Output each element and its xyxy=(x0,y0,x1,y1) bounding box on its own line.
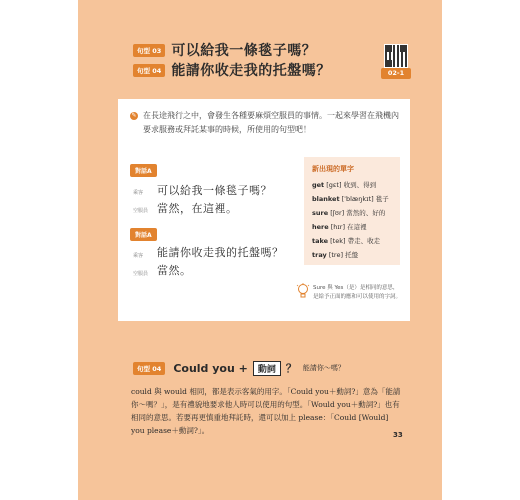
intro-text: 在長途飛行之中，會發生各種要麻煩空服員的事情。一起來學習在飛機內要求服務或拜託某事的時候，所使用的句型吧！ xyxy=(143,111,399,134)
vocab-item: sure [ʃʊr] 當然的、好的 xyxy=(312,209,386,217)
lightbulb-icon xyxy=(296,283,310,299)
speaker-label: 空服員 xyxy=(133,208,149,214)
vocab-item: get [gɛt] 收到、得到 xyxy=(312,181,377,189)
dialogue-tag: 對話A xyxy=(130,228,157,241)
speaker-label: 乘客 xyxy=(133,253,144,259)
pattern-tag: 句型 04 xyxy=(133,64,165,77)
dialogue-line: 當然，在這裡。 xyxy=(157,202,238,215)
tip-note: Sure 與 Yes（是）是相同的意思，是給予正面的應和可以使用的字詞。 xyxy=(313,285,402,300)
vocab-item: take [tek] 帶走、收走 xyxy=(312,237,381,245)
vocab-title: 新出現的單字 xyxy=(312,165,354,173)
pattern-tag: 句型 03 xyxy=(133,44,165,57)
dialogue-line: 能請你收走我的托盤嗎？ xyxy=(157,246,284,259)
header-row-1 xyxy=(133,40,316,60)
page-number: 33 xyxy=(393,431,403,439)
speaker-label: 空服員 xyxy=(133,271,149,277)
speaker-label: 乘客 xyxy=(133,190,144,196)
qr-code-icon[interactable] xyxy=(384,44,408,68)
explanation-text: could 與 would 相同，都是表示客氣的用字。「Could you＋動詞?」意為「能請你～嗎？」，是有禮貌地要求他人時可以使用的句型。「Would you＋動詞?」也有相同的意思。若要再更慎重地拜託時，還可以加上 please：「Could [Would] you please＋動詞?」。 xyxy=(131,387,401,435)
audio-track-label: 02-1 xyxy=(381,68,411,79)
pattern-gloss: 能請你～嗎？ xyxy=(302,364,345,372)
pattern-question-mark: ？ xyxy=(285,362,297,375)
pattern-heading xyxy=(133,360,345,376)
bullet-icon: ✎ xyxy=(131,112,137,119)
pattern-slot: 動詞 xyxy=(253,361,281,376)
header-sentence: 能請你收走我的托盤嗎？ xyxy=(171,63,331,79)
vocab-item: here [hɪr] 在這裡 xyxy=(312,223,367,231)
vocab-item: blanket [ˈblæŋkɪt] 毯子 xyxy=(312,195,389,203)
pattern-prefix: Could you + xyxy=(173,361,248,375)
vocab-item: tray [tre] 托盤 xyxy=(312,251,359,259)
dialogue-line: 可以給我一條毯子嗎？ xyxy=(157,184,272,197)
pattern-tag: 句型 04 xyxy=(133,362,165,375)
dialogue-tag: 對話A xyxy=(130,164,157,177)
header-row-2 xyxy=(133,60,331,80)
dialogue-line: 當然。 xyxy=(157,264,192,277)
header-sentence: 可以給我一條毯子嗎？ xyxy=(171,43,317,59)
